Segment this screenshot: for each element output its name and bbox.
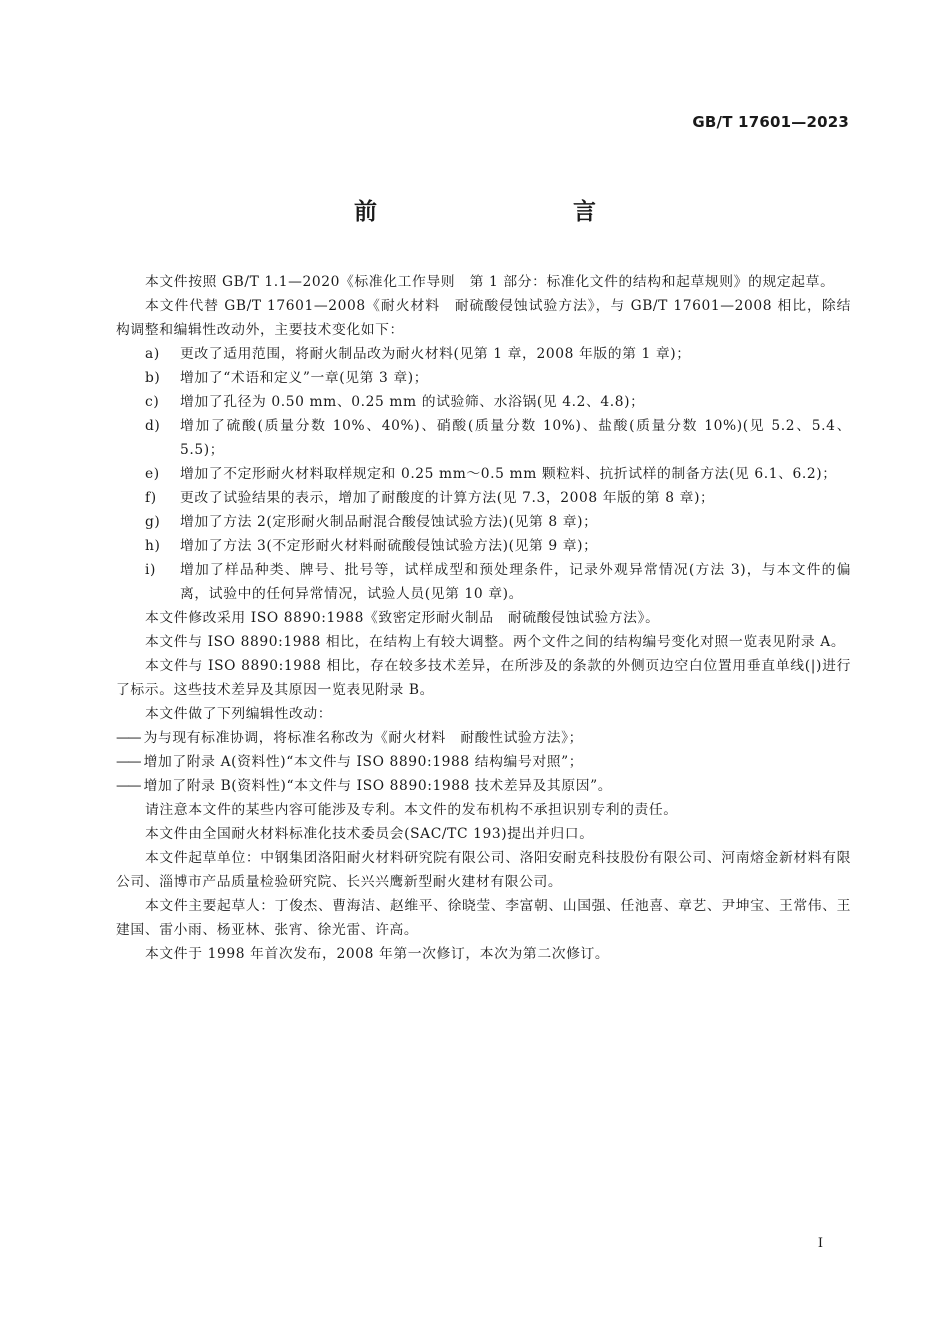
paragraph: 本文件与 ISO 8890:1988 相比，存在较多技术差异，在所涉及的条款的外侧页边空白位置用垂直单线(|)进行了标示。这些技术差异及其原因一览表见附录 B。: [116, 658, 851, 698]
list-marker: i): [145, 562, 156, 578]
page-title: 前 言: [354, 199, 646, 225]
dash-marker: ——: [116, 778, 140, 794]
editorial-change-text: 增加了附录 A(资料性)“本文件与 ISO 8890:1988 结构编号对照”；: [143, 754, 584, 770]
list-item: [116, 414, 851, 462]
list-item: [116, 342, 851, 366]
paragraph: 本文件于 1998 年首次发布，2008 年第一次修订，本次为第二次修订。: [145, 946, 610, 962]
list-item: [116, 486, 851, 510]
list-marker: f): [145, 490, 157, 506]
list-item: [116, 390, 851, 414]
dash-marker: ——: [116, 730, 140, 746]
paragraph: 本文件由全国耐火材料标准化技术委员会(SAC/TC 193)提出并归口。: [145, 826, 594, 842]
list-item: [116, 462, 851, 486]
list-item-text: 增加了方法 2(定形耐火制品耐混合酸侵蚀试验方法)(见第 8 章)；: [180, 514, 598, 530]
list-marker: c): [145, 394, 160, 410]
list-item: [116, 510, 851, 534]
dash-marker: ——: [116, 754, 140, 770]
paragraph: 本文件做了下列编辑性改动：: [145, 706, 333, 722]
paragraph: 本文件代替 GB/T 17601—2008《耐火材料 耐硫酸侵蚀试验方法》，与 GB/T 17601—2008 相比，除结构调整和编辑性改动外，主要技术变化如下：: [116, 298, 851, 338]
technical-changes-list: [116, 342, 851, 606]
list-marker: b): [145, 370, 161, 386]
list-item: [116, 558, 851, 606]
list-item-text: 增加了样品种类、牌号、批号等，试样成型和预处理条件，记录外观异常情况(方法 3)，与本文件的偏离，试验中的任何异常情况，试验人员(见第 10 章)。: [180, 562, 851, 602]
list-marker: e): [145, 466, 160, 482]
list-item-text: 更改了适用范围，将耐火制品改为耐火材料(见第 1 章，2008 年版的第 1 章)；: [180, 346, 691, 362]
list-item: [116, 534, 851, 558]
editorial-change-text: 增加了附录 B(资料性)“本文件与 ISO 8890:1988 技术差异及其原因”。: [143, 778, 613, 794]
list-item-text: 更改了试验结果的表示，增加了耐酸度的计算方法(见 7.3，2008 年版的第 8 章)；: [180, 490, 715, 506]
standard-number: GB/T 17601—2023: [692, 113, 849, 131]
paragraph: 本文件与 ISO 8890:1988 相比，在结构上有较大调整。两个文件之间的结构编号变化对照一览表见附录 A。: [145, 634, 846, 650]
list-marker: d): [145, 418, 161, 434]
paragraph: 请注意本文件的某些内容可能涉及专利。本文件的发布机构不承担识别专利的责任。: [145, 802, 678, 818]
foreword-body: [116, 270, 851, 966]
list-item-text: 增加了孔径为 0.50 mm、0.25 mm 的试验筛、水浴锅(见 4.2、4.8)；: [180, 394, 645, 410]
list-item-text: 增加了硫酸(质量分数 10%、40%)、硝酸(质量分数 10%)、盐酸(质量分数 10%)(见 5.2、5.4、5.5)；: [180, 418, 851, 458]
paragraph: 本文件主要起草人：丁俊杰、曹海洁、赵维平、徐晓莹、李富朝、山国强、任池喜、章艺、尹坤宝、王常伟、王建国、雷小雨、杨亚林、张宵、徐光雷、许高。: [116, 898, 851, 938]
list-item-text: 增加了“术语和定义”一章(见第 3 章)；: [180, 370, 429, 386]
page-number: I: [817, 1236, 823, 1251]
list-marker: g): [145, 514, 161, 530]
list-marker: a): [145, 346, 160, 362]
editorial-change-item: [116, 726, 851, 750]
list-item-text: 增加了不定形耐火材料取样规定和 0.25 mm～0.5 mm 颗粒料、抗折试样的制备方法(见 6.1、6.2)；: [180, 466, 837, 482]
list-item-text: 增加了方法 3(不定形耐火材料耐硫酸侵蚀试验方法)(见第 9 章)；: [180, 538, 598, 554]
paragraph: 本文件按照 GB/T 1.1—2020《标准化工作导则 第 1 部分：标准化文件的结构和起草规则》的规定起草。: [145, 274, 835, 290]
editorial-change-text: 为与现有标准协调，将标准名称改为《耐火材料 耐酸性试验方法》；: [143, 730, 583, 746]
list-item: [116, 366, 851, 390]
editorial-change-item: [116, 774, 851, 798]
editorial-change-item: [116, 750, 851, 774]
paragraph: 本文件修改采用 ISO 8890:1988《致密定形耐火制品 耐硫酸侵蚀试验方法》。: [145, 610, 660, 626]
paragraph: 本文件起草单位：中钢集团洛阳耐火材料研究院有限公司、洛阳安耐克科技股份有限公司、河南熔金新材料有限公司、淄博市产品质量检验研究院、长兴兴鹰新型耐火建材有限公司。: [116, 850, 851, 890]
list-marker: h): [145, 538, 161, 554]
